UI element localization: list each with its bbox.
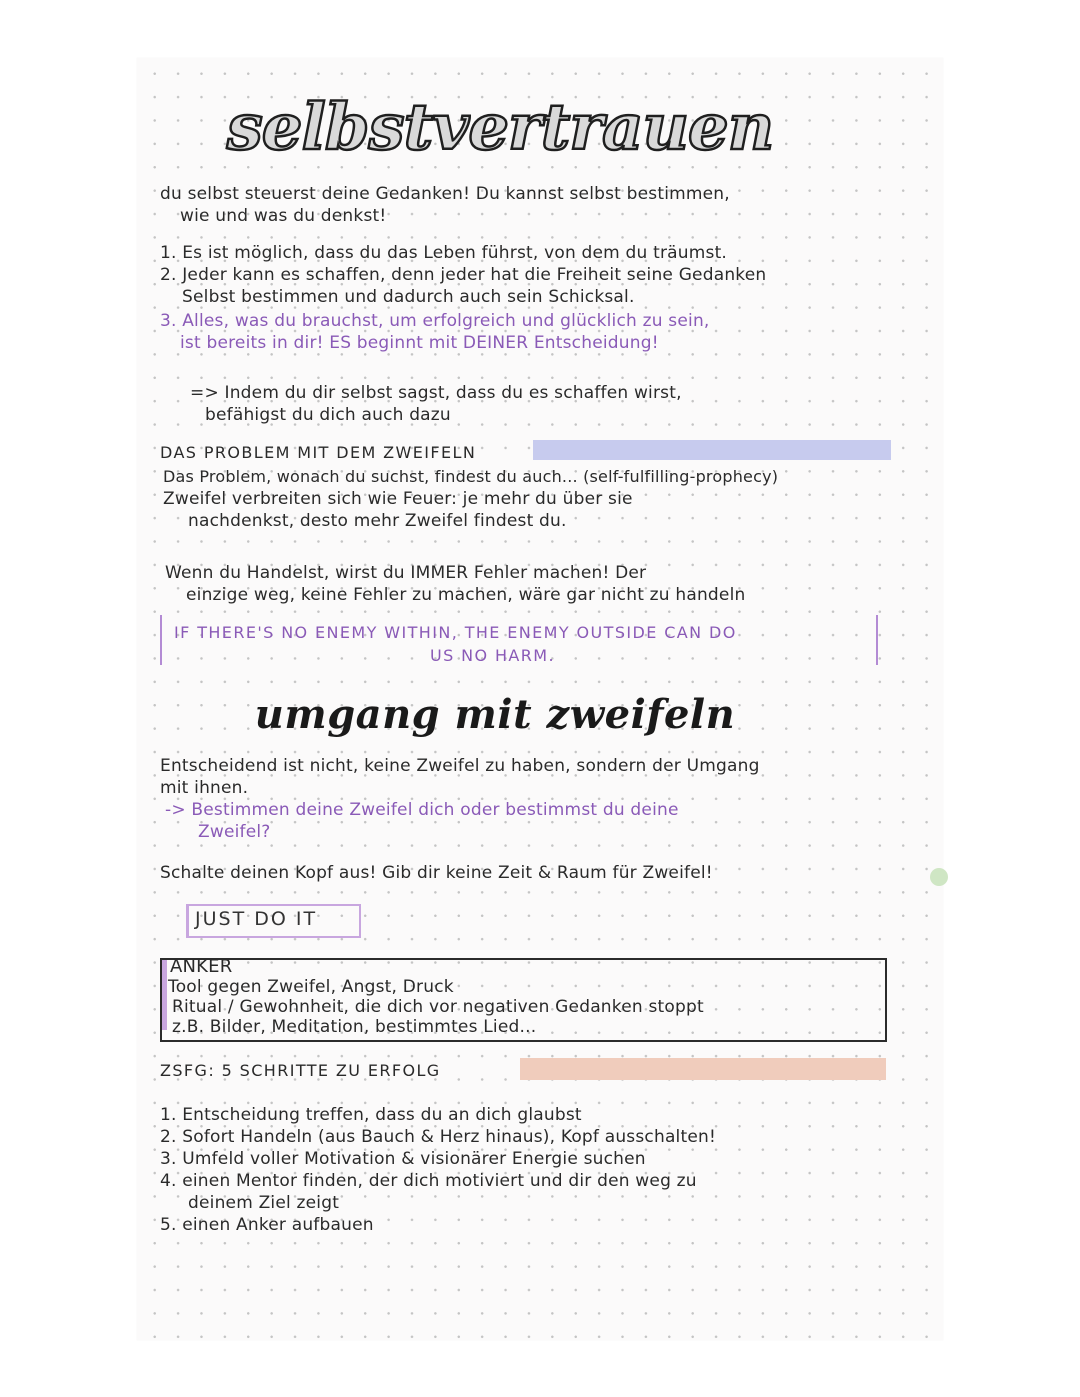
anker-line-1: Tool gegen Zweifel, Angst, Druck xyxy=(168,977,454,997)
quote-line-1: IF THERE'S NO ENEMY WITHIN, THE ENEMY OUTSIDE CAN DO xyxy=(174,623,737,642)
step-4: 4. einen Mentor finden, der dich motiviert und dir den weg zu xyxy=(160,1171,697,1191)
intro-line-1: du selbst steuerst deine Gedanken! Du kannst selbst bestimmen, xyxy=(160,184,730,204)
step-3: 3. Umfeld voller Motivation & visionärer Energie suchen xyxy=(160,1149,646,1169)
intro-line-2: wie und was du denkst! xyxy=(180,206,387,226)
step-1: 1. Entscheidung treffen, dass du an dich glaubst xyxy=(160,1105,582,1125)
section-title: umgang mit zweifeln xyxy=(254,691,736,738)
peach-highlight xyxy=(520,1058,886,1080)
step-5: 5. einen Anker aufbauen xyxy=(160,1215,374,1235)
step-4-cont: deinem Ziel zeigt xyxy=(188,1193,340,1213)
step-2: 2. Sofort Handeln (aus Bauch & Herz hinaus), Kopf ausschalten! xyxy=(160,1127,716,1147)
blue-highlight xyxy=(533,440,891,460)
point-3-cont: ist bereits in dir! ES beginnt mit DEINER Entscheidung! xyxy=(180,333,659,353)
umgang-line-4: Zweifel? xyxy=(198,822,271,842)
umgang-line-1: Entscheidend ist nicht, keine Zweifel zu haben, sondern der Umgang xyxy=(160,756,760,776)
steps-heading: ZSFG: 5 SCHRITTE ZU ERFOLG xyxy=(160,1061,441,1080)
just-do-it-text: JUST DO IT xyxy=(195,908,318,930)
switch-off-line: Schalte deinen Kopf aus! Gib dir keine Zeit & Raum für Zweifel! xyxy=(160,863,713,883)
umgang-line-2: mit ihnen. xyxy=(160,778,249,798)
problem-heading: DAS PROBLEM MIT DEM ZWEIFELN xyxy=(160,443,477,462)
point-2-cont: Selbst bestimmen und dadurch auch sein Schicksal. xyxy=(182,287,635,307)
quote-line-2: US NO HARM. xyxy=(430,646,555,665)
problem-line-3: nachdenkst, desto mehr Zweifel findest du. xyxy=(188,511,567,531)
green-dot xyxy=(930,868,948,886)
umgang-line-3: -> Bestimmen deine Zweifel dich oder bestimmst du deine xyxy=(165,800,679,820)
action-line-1: Wenn du Handelst, wirst du IMMER Fehler machen! Der xyxy=(165,563,647,583)
problem-line-2: Zweifel verbreiten sich wie Feuer: je mehr du über sie xyxy=(163,489,633,509)
problem-line-1: Das Problem, wonach du suchst, findest du auch... (self-fulfilling-prophecy) xyxy=(163,467,779,486)
conclusion-line-1: => Indem du dir selbst sagst, dass du es schaffen wirst, xyxy=(190,383,682,403)
anker-line-2: Ritual / Gewohnheit, die dich vor negativen Gedanken stoppt xyxy=(172,997,704,1017)
action-line-2: einzige weg, keine Fehler zu machen, wäre gar nicht zu handeln xyxy=(186,585,746,605)
conclusion-line-2: befähigst du dich auch dazu xyxy=(205,405,451,425)
point-2: 2. Jeder kann es schaffen, denn jeder hat die Freiheit seine Gedanken xyxy=(160,265,767,285)
anker-line-3: z.B. Bilder, Meditation, bestimmtes Lied... xyxy=(172,1017,537,1037)
page-title: selbstvertrauen xyxy=(226,90,774,165)
point-1: 1. Es ist möglich, dass du das Leben führst, von dem du träumst. xyxy=(160,243,728,263)
point-3: 3. Alles, was du brauchst, um erfolgreich und glücklich zu sein, xyxy=(160,311,710,331)
anker-heading: ANKER xyxy=(170,956,233,977)
